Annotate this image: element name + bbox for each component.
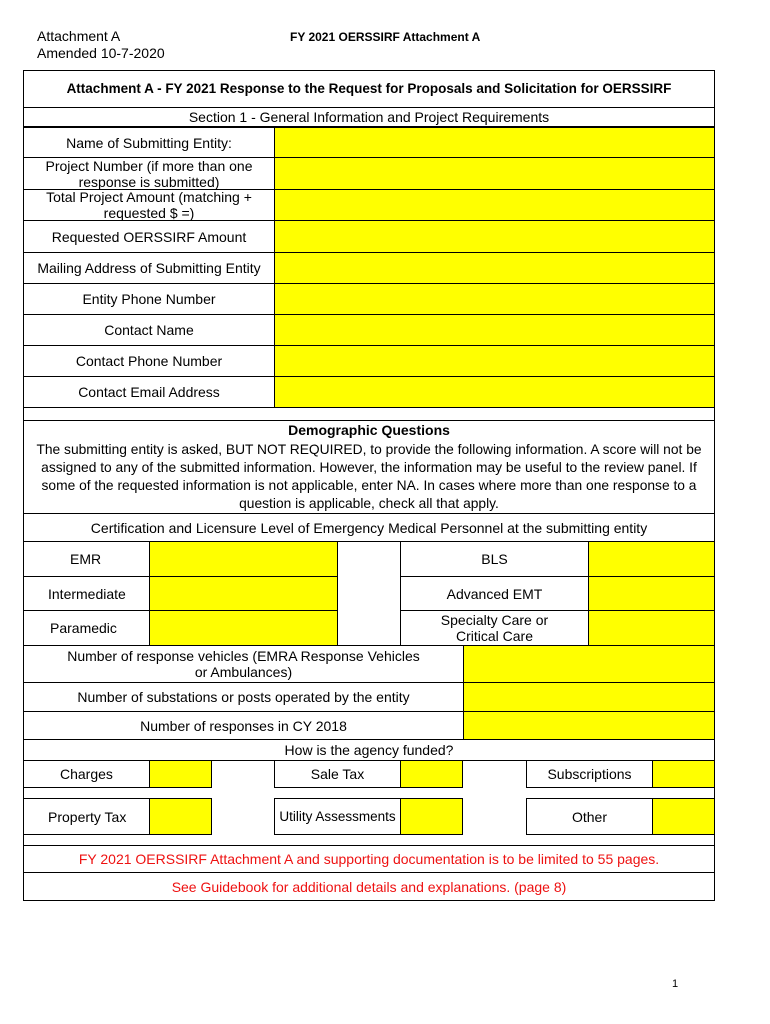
vehicles-label: Number of response vehicles (EMRA Response Vehicles or Ambulances) [23,645,464,683]
contact-phone-input[interactable] [274,345,715,377]
header-attachment: Attachment A [37,28,121,44]
entity-phone-input[interactable] [274,283,715,315]
specialty-input[interactable] [588,610,715,646]
funding-charges-label: Charges [23,760,150,788]
field-label-total-amount: Total Project Amount (matching + requested $ =) [23,189,275,221]
field-label-entity-name: Name of Submitting Entity: [23,127,275,158]
cert-title: Certification and Licensure Level of Emergency Medical Personnel at the submitting entity [23,513,715,542]
utility-checkbox[interactable] [400,798,463,835]
form-title: Attachment A - FY 2021 Response to the Request for Proposals and Solicitation for OERSSIRF [23,70,715,108]
cert-bls-label: BLS [400,541,589,577]
charges-checkbox[interactable] [149,760,212,788]
bls-input[interactable] [588,541,715,577]
field-label-project-number: Project Number (if more than one response is submitted) [23,157,275,190]
subscriptions-checkbox[interactable] [652,760,715,788]
substations-input[interactable] [463,682,715,712]
page-number: 1 [672,978,679,990]
cert-advanced-emt-label: Advanced EMT [400,576,589,611]
sale-tax-checkbox[interactable] [400,760,463,788]
field-label-contact-name: Contact Name [23,314,275,346]
requested-amount-input[interactable] [274,220,715,253]
funding-property-tax-label: Property Tax [23,798,150,835]
total-amount-input[interactable] [274,189,715,221]
entity-name-input[interactable] [274,127,715,158]
header-amended: Amended 10-7-2020 [37,45,165,61]
cert-intermediate-label: Intermediate [23,576,150,611]
note-guidebook: See Guidebook for additional details and explanations. (page 8) [171,878,567,895]
intermediate-input[interactable] [149,576,338,611]
property-tax-checkbox[interactable] [149,798,212,835]
field-label-contact-phone: Contact Phone Number [23,345,275,377]
contact-name-input[interactable] [274,314,715,346]
funding-other-label: Other [526,798,653,835]
spacer-row [23,407,715,421]
funding-sale-tax-label: Sale Tax [274,760,401,788]
contact-email-input[interactable] [274,376,715,408]
mailing-address-input[interactable] [274,252,715,284]
funding-utility-label: Utility Assessments [274,798,401,835]
paramedic-input[interactable] [149,610,338,646]
substations-label: Number of substations or posts operated by the entity [23,682,464,712]
responses-label: Number of responses in CY 2018 [23,711,464,740]
vehicles-input[interactable] [463,645,715,683]
emr-input[interactable] [149,541,338,577]
cert-specialty-label: Specialty Care or Critical Care [400,610,589,646]
advanced-emt-input[interactable] [588,576,715,611]
demographics-text: The submitting entity is asked, BUT NOT REQUIRED, to provide the following information. A score will not be assigned to any of the submitted information. However, the information may be useful to the review panel. If some of the requested information is not applicable, enter NA. In cases where more than one response to a question is applicable, check all that apply. [36,441,702,511]
project-number-input[interactable] [274,157,715,190]
funding-title: How is the agency funded? [23,739,715,761]
responses-input[interactable] [463,711,715,740]
section1-title: Section 1 - General Information and Project Requirements [23,108,715,127]
field-label-contact-email: Contact Email Address [23,376,275,408]
cert-emr-label: EMR [23,541,150,577]
funding-subscriptions-label: Subscriptions [526,760,653,788]
other-checkbox[interactable] [652,798,715,835]
cert-paramedic-label: Paramedic [23,610,150,646]
field-label-entity-phone: Entity Phone Number [23,283,275,315]
note-page-limit: FY 2021 OERSSIRF Attachment A and supporting documentation is to be limited to 55 pages. [23,846,715,873]
field-label-requested-amount: Requested OERSSIRF Amount [23,220,275,253]
field-label-mailing-address: Mailing Address of Submitting Entity [23,252,275,284]
header-center-title: FY 2021 OERSSIRF Attachment A [290,30,481,44]
demographics-title: Demographic Questions [288,422,450,438]
